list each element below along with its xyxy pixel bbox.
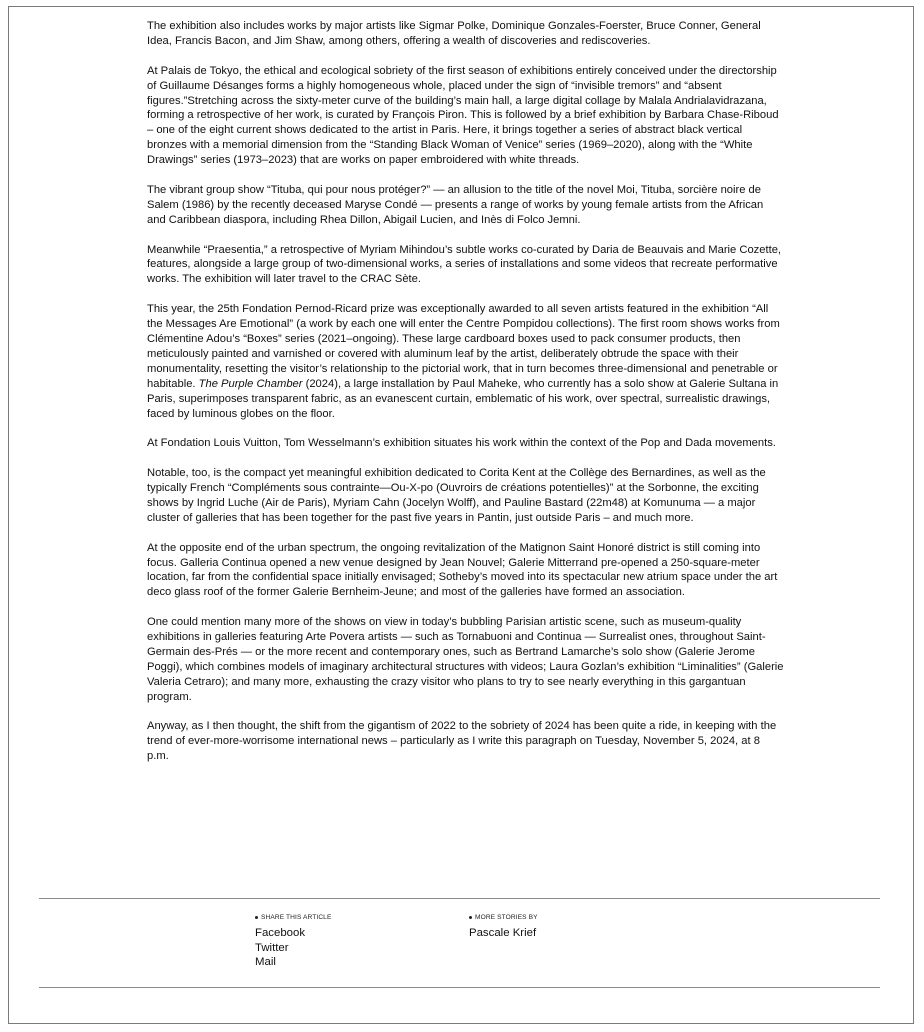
share-links xyxy=(255,926,331,970)
more-stories-label-text: MORE STORIES BY xyxy=(475,914,538,921)
article-paragraph xyxy=(147,302,784,421)
share-twitter-link[interactable]: Twitter xyxy=(255,941,289,954)
article-paragraph: One could mention many more of the shows on view in today’s bubbling Parisian artistic scene, such as museum-quality exhibitions in galleries featuring Arte Povera artists — such as Tornabuoni and Continua — Surrealist ones, throughout Saint-Germain des-Prés — or the more recent and contemporary ones, such as Bertrand Lamarche’s solo show (Galerie Jerome Poggi), which combines models of imaginary architectural structures with videos; Laura Gozlan’s exhibition “Liminalities” (Galerie Valeria Cetraro); and many more, exhausting the crazy visitor who plans to try to see nearly everything in this gargantuan program. xyxy=(147,616,784,703)
bullet-dot-icon xyxy=(255,916,258,919)
article-paragraph: At Palais de Tokyo, the ethical and ecological sobriety of the first season of exhibitions entirely conceived under the directorship of Guillaume Désanges forms a highly homogeneous whole, placed under the sign of “invisible tremors” and “absent figures.”Stretching across the sixty-meter curve of the building’s main hall, a large digital collage by Malala Andrialavidrazana, forming a retrospective of her work, is curated by François Piron. This is followed by a brief exhibition by Barbara Chase-Riboud – one of the eight current shows dedicated to the artist in Paris. Here, it brings together a series of abstract black vertical bronzes with a memorial dimension from the “Standing Black Woman of Venice” series (1969–2020), along with the “White Drawings” series (1973–2023) that are works on paper embroidered with white threads. xyxy=(147,64,779,167)
article-paragraph: Meanwhile “Praesentia,” a retrospective of Myriam Mihindou’s subtle works co-curated by Daria de Beauvais and Marie Cozette, features, alongside a large group of two-dimensional works, a series of installations and some videos that recreate performative works. The exhibition will later travel to the CRAC Sète. xyxy=(147,243,782,286)
page-frame xyxy=(8,6,914,1024)
article-paragraph: At the opposite end of the urban spectrum, the ongoing revitalization of the Matignon Saint Honoré district is still coming into focus. Galleria Continua opened a new venue designed by Jean Nouvel; Galerie Mitterrand pre-opened a 250-square-meter location, far from the confidential space initially envisaged; Sotheby’s moved into its spectacular new atrium space under the art deco glass roof of the former Galerie Bernheim-Jeune; and most of the galleries have formed an association. xyxy=(147,541,778,599)
article-body xyxy=(147,19,784,764)
footer-divider-bottom xyxy=(39,987,880,988)
share-mail-link[interactable]: Mail xyxy=(255,956,276,969)
article-paragraph: The exhibition also includes works by major artists like Sigmar Polke, Dominique Gonzales-Foerster, Bruce Conner, General Idea, Francis Bacon, and Jim Shaw, among others, offering a wealth of discoveries and rediscoveries. xyxy=(147,20,761,47)
article-paragraph: Notable, too, is the compact yet meaningful exhibition dedicated to Corita Kent at the Collège des Bernardines, as well as the typically French “Compléments sous contrainte—Ou-X-po (Ouvroirs de créations potentielles)” at the Sorbonne, the exciting shows by Ingrid Luche (Air de Paris), Myriam Cahn (Jocelyn Wolff), and Pauline Bastard (22m48) at Komunuma — a major cluster of galleries that has been together for the past five years in Pantin, just outside Paris – and much more. xyxy=(147,467,766,524)
article-paragraph: At Fondation Louis Vuitton, Tom Wesselmann’s exhibition situates his work within the context of the Pop and Dada movements. xyxy=(147,437,776,450)
author-link[interactable]: Pascale Krief xyxy=(469,927,537,939)
share-label xyxy=(255,913,331,922)
more-stories-links xyxy=(469,926,538,941)
footer-divider-top xyxy=(39,898,880,899)
article-paragraph: The vibrant group show “Tituba, qui pour nous protéger?” — an allusion to the title of the novel Moi, Tituba, sorcière noire de Salem (1986) by the recently deceased Maryse Condé — presents a range of works by young female artists from the African and Caribbean diaspora, including Rhea Dillon, Abigail Lucien, and Inès di Folco Jemni. xyxy=(147,183,764,226)
share-label-text: SHARE THIS ARTICLE xyxy=(261,914,332,921)
more-stories-block xyxy=(469,913,538,941)
paragraph-text: This year, the 25th Fondation Pernod-Ricard prize was exceptionally awarded to all seven artists featured in the exhibition “All the Messages Are Emotional” (a work by each one will enter the Centre Pompidou collections). The first room shows works from Clémentine Adou’s “Boxes” series (2021–ongoing). These large cardboard boxes used to pack consumer products, then meticulously painted and varnished or covered with aluminum leaf by the artist, deliberately obtrude the space with their monumentality, resetting the visitor’s relationship to the pictorial work, that in turn becomes three-dimensional and penetrable or habitable. xyxy=(147,303,780,390)
bullet-dot-icon xyxy=(469,916,472,919)
artwork-title: The Purple Chamber xyxy=(198,377,303,390)
share-article-block xyxy=(255,913,331,970)
more-stories-label xyxy=(469,913,538,922)
article-paragraph: Anyway, as I then thought, the shift from the gigantism of 2022 to the sobriety of 2024 has been quite a ride, in keeping with the trend of ever-more-worrisome international news – particularly as I write this paragraph on Tuesday, November 5, 2024, at 8 p.m. xyxy=(147,720,777,763)
share-facebook-link[interactable]: Facebook xyxy=(255,927,306,939)
paragraph-text: (2024), a large installation by Paul Maheke, who currently has a solo show at Galerie Sultana in Paris, superimposes transparent fabric, as an evanescent curtain, emblematic of his work, over spectral, surrealistic drawings, faced by luminous globes on the floor. xyxy=(147,377,779,420)
